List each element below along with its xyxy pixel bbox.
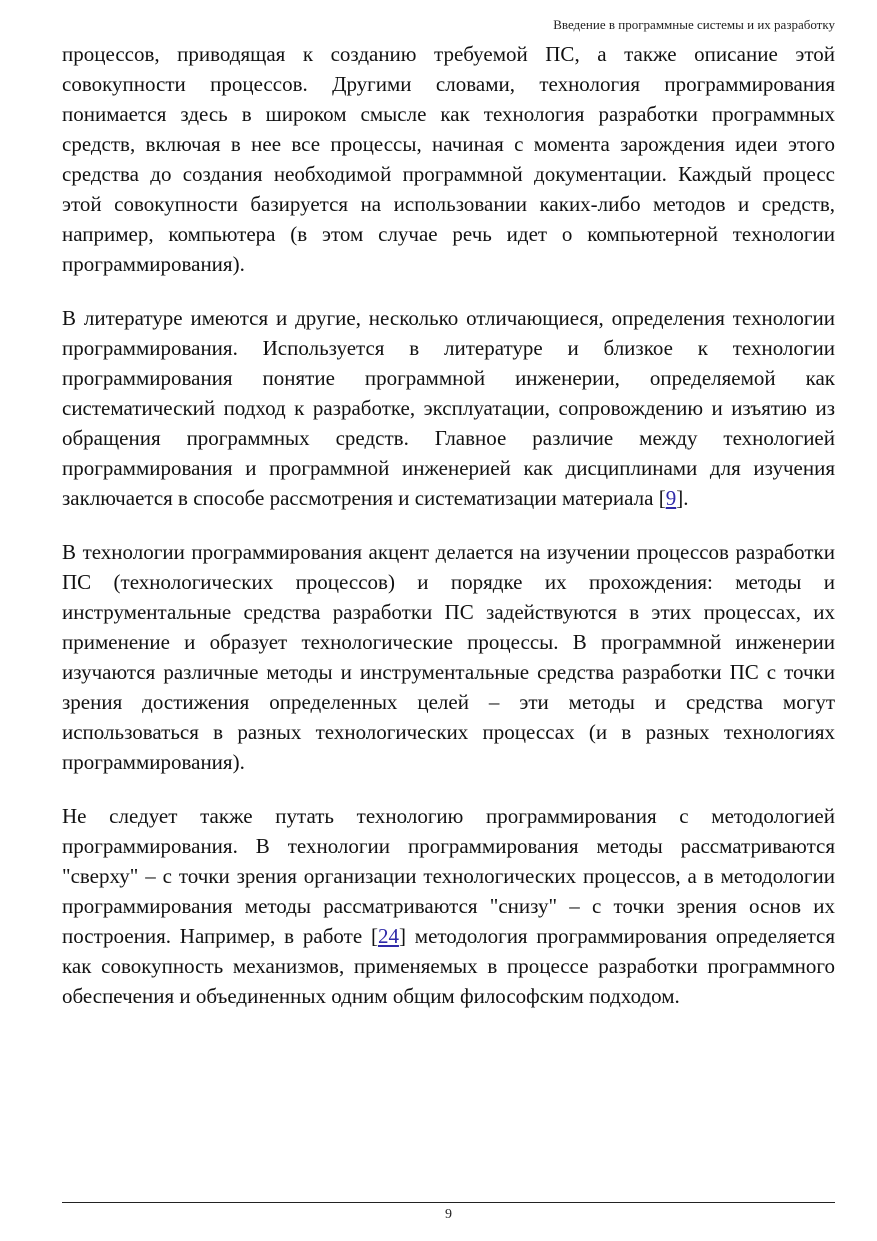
paragraph-1-text: процессов, приводящая к созданию требуемой ПС, а также описание этой совокупности процессов. Другими словами, технология программирования понимается здесь в широком смысле как технология разработки программных средств, включая в нее все процессы, начиная с момента зарождения идеи этого средства до создания необходимой программной документации. Каждый процесс этой совокупности базируется на использовании каких-либо методов и средств, например, компьютера (в этом случае речь идет о компьютерной технологии программирования). [62,42,835,276]
citation-link-24[interactable]: 24 [377,924,399,948]
paragraph-2-text-after: ]. [676,486,689,510]
paragraph-1 [62,39,835,279]
paragraph-4-text-after: ] методология программирования определяется как совокупность механизмов, применяемых в процессе разработки программного обеспечения и объединенных одним общим философским подходом. [62,924,835,1008]
document-body [62,39,835,1035]
footer-divider [62,1202,835,1203]
citation-link-9[interactable]: 9 [665,486,677,510]
running-header: Введение в программные системы и их разработку [553,17,835,32]
paragraph-2-text-before: В литературе имеются и другие, несколько отличающиеся, определения технологии программирования. Используется в литературе и близкое к технологии программирования понятие программной инженерии, определяемой как систематический подход к разработке, эксплуатации, сопровождению и изъятию из обращения программных средств. Главное различие между технологией программирования и программной инженерией как дисциплинами для изучения заключается в способе рассмотрения и систематизации материала [ [62,306,835,510]
paragraph-4-text-before: Не следует также путать технологию программирования с методологией программирования. В технологии программирования методы рассматриваются "сверху" – с точки зрения организации технологических процессов, а в методологии программирования методы рассматриваются "снизу" – с точки зрения основ их построения. Например, в работе [ [62,804,835,948]
paragraph-3-text: В технологии программирования акцент делается на изучении процессов разработки ПС (технологических процессов) и порядке их прохождения: методы и инструментальные средства разработки ПС задействуются в этих процессах, их применение и образует технологические процессы. В программной инженерии изучаются различные методы и инструментальные средства разработки ПС с точки зрения достижения определенных целей – эти методы и средства могут использоваться в разных технологических процессах (и в разных технологиях программирования). [62,540,835,774]
paragraph-4 [62,801,835,1011]
paragraph-2 [62,303,835,513]
paragraph-3 [62,537,835,777]
page-number: 9 [445,1207,452,1222]
